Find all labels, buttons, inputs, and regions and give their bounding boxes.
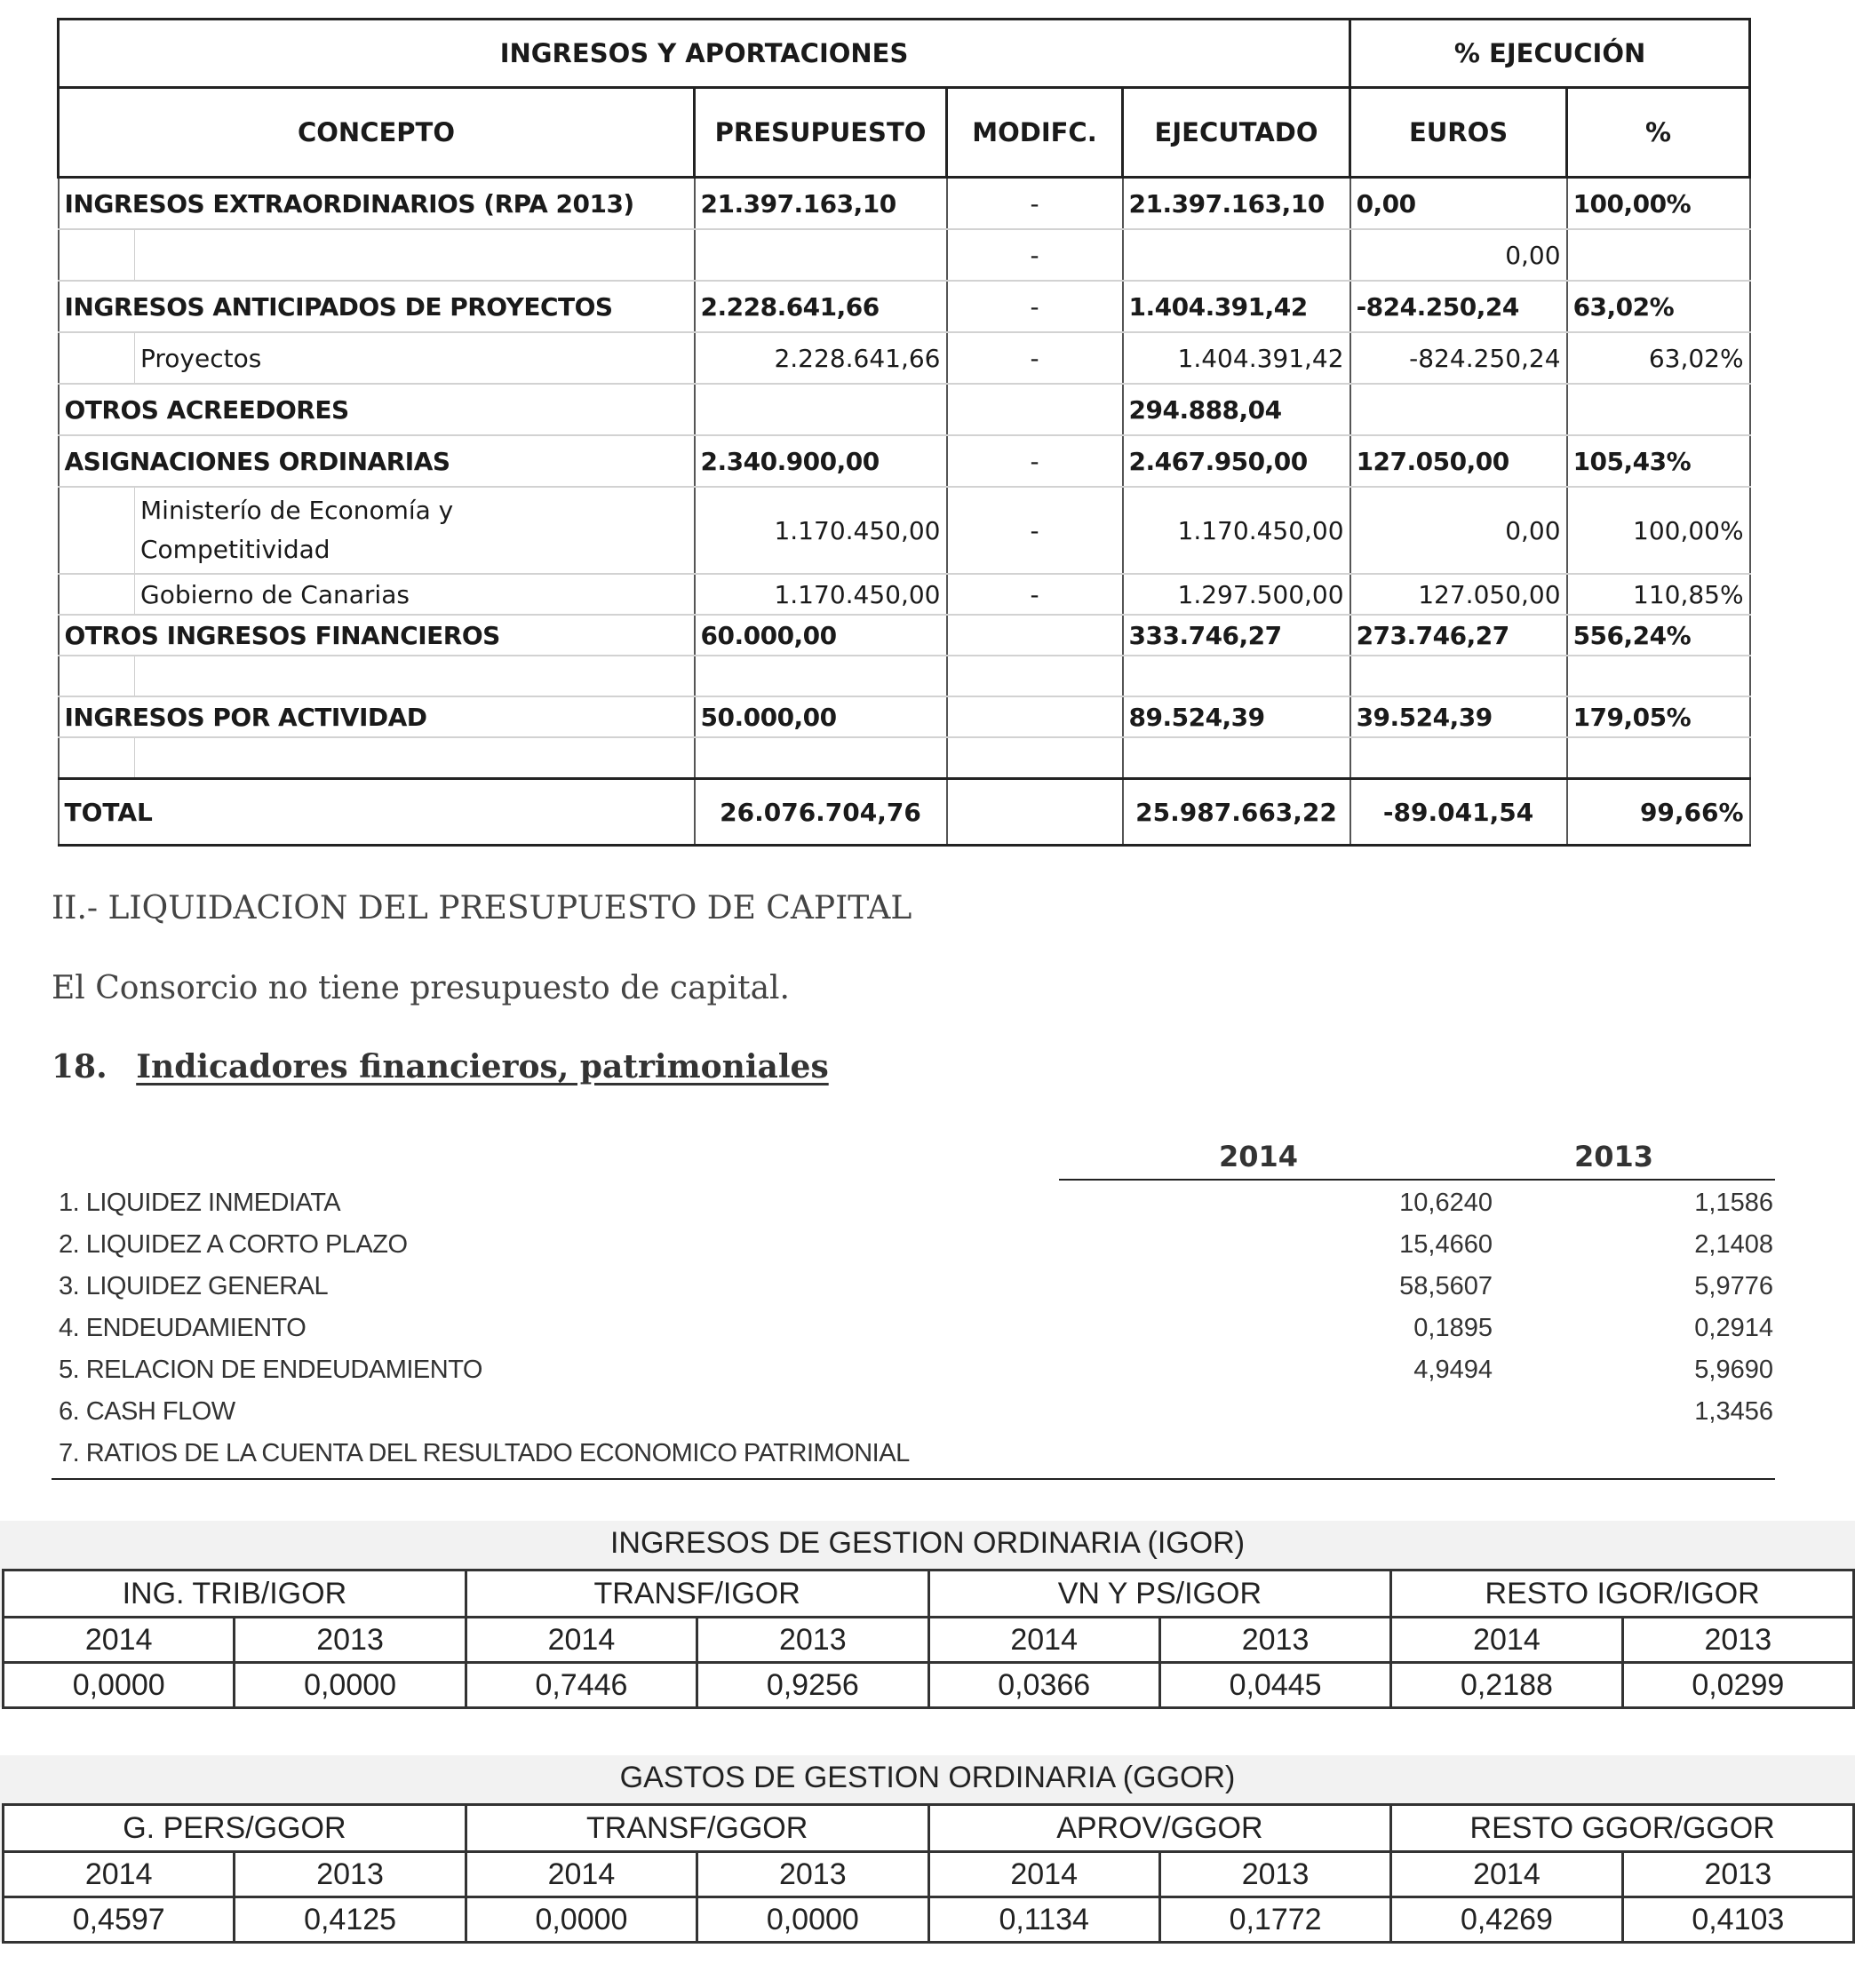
- indicator-label: 4. ENDEUDAMIENTO: [59, 1314, 307, 1342]
- ratio-value: 0,0000: [235, 1663, 466, 1708]
- cell-euros: -824.250,24: [1350, 281, 1567, 332]
- cell-ejecutado: 2.467.950,00: [1123, 435, 1350, 487]
- table-row: [59, 178, 1750, 230]
- column-header-pct: %: [1567, 88, 1750, 178]
- cell-pct: 100,00%: [1567, 178, 1750, 230]
- indicator-row: [59, 1225, 1773, 1267]
- ratio-value: 0,1134: [928, 1897, 1159, 1943]
- cell-empty: [695, 656, 947, 696]
- ratio-group-header: G. PERS/GGOR: [4, 1805, 466, 1852]
- cell-empty: [135, 656, 695, 696]
- table-row-empty: [59, 656, 1750, 696]
- cell-ejecutado: 1.404.391,42: [1123, 281, 1350, 332]
- ratio-value: 0,4597: [4, 1897, 235, 1943]
- cell-concepto: OTROS ACREEDORES: [59, 384, 695, 435]
- igor-ratio-table: [2, 1569, 1855, 1709]
- cell-euros: 0,00: [1350, 178, 1567, 230]
- ratio-value: 0,4125: [235, 1897, 466, 1943]
- budget-execution-table: [57, 18, 1751, 847]
- section-title: Indicadores financieros, patrimoniales: [136, 1048, 829, 1085]
- cell-empty: [695, 737, 947, 779]
- cell-empty: [135, 737, 695, 779]
- cell-euros: 0,00: [1350, 487, 1567, 574]
- indicator-row: [59, 1183, 1773, 1225]
- ratio-value: 0,9256: [697, 1663, 928, 1708]
- cell-euros: 39.524,39: [1350, 696, 1567, 737]
- ratio-year: 2014: [1391, 1618, 1622, 1663]
- cell-presupuesto: 60.000,00: [695, 615, 947, 656]
- ratio-group-header: RESTO IGOR/IGOR: [1391, 1571, 1854, 1618]
- table-row: [59, 615, 1750, 656]
- indicator-value-2014: 4,9494: [1413, 1356, 1493, 1384]
- cell-concepto: INGRESOS ANTICIPADOS DE PROYECTOS: [59, 281, 695, 332]
- cell-concepto: ASIGNACIONES ORDINARIAS: [59, 435, 695, 487]
- cell-pct: 179,05%: [1567, 696, 1750, 737]
- cell-indent: [59, 574, 135, 615]
- cell-concepto: Gobierno de Canarias: [135, 574, 695, 615]
- cell-empty: [1567, 737, 1750, 779]
- ratio-group-header: TRANSF/GGOR: [466, 1805, 928, 1852]
- ratio-value: 0,1772: [1159, 1897, 1390, 1943]
- cell-concepto: [135, 487, 695, 574]
- ggor-ratio-table: [2, 1803, 1855, 1944]
- cell-modif: [947, 384, 1123, 435]
- igor-title: INGRESOS DE GESTION ORDINARIA (IGOR): [609, 1526, 1246, 1560]
- cell-presupuesto: 21.397.163,10: [695, 178, 947, 230]
- cell-modif: [947, 779, 1123, 846]
- ratio-value: 0,0000: [4, 1663, 235, 1708]
- cell-modif: [947, 696, 1123, 737]
- cell-modif: -: [947, 332, 1123, 384]
- cell-concepto: INGRESOS EXTRAORDINARIOS (RPA 2013): [59, 178, 695, 230]
- ratio-group-header: VN Y PS/IGOR: [928, 1571, 1391, 1618]
- ratio-year: 2014: [928, 1852, 1159, 1897]
- cell-concepto: TOTAL: [59, 779, 695, 846]
- cell-pct: 63,02%: [1567, 281, 1750, 332]
- cell-modif: [947, 615, 1123, 656]
- cell-ejecutado: 21.397.163,10: [1123, 178, 1350, 230]
- ratio-value: 0,0000: [697, 1897, 928, 1943]
- indicator-row: [59, 1392, 1773, 1434]
- cell-empty: [1123, 737, 1350, 779]
- cell-ejecutado: 25.987.663,22: [1123, 779, 1350, 846]
- indicator-year-2014: 2014: [1219, 1140, 1299, 1173]
- indicator-year-2013: 2013: [1574, 1140, 1654, 1173]
- cell-pct: 110,85%: [1567, 574, 1750, 615]
- table-row: [59, 281, 1750, 332]
- ratio-year: 2014: [1391, 1852, 1622, 1897]
- ratio-value: 0,4103: [1622, 1897, 1853, 1943]
- cell-empty: [1123, 656, 1350, 696]
- cell-concepto: INGRESOS POR ACTIVIDAD: [59, 696, 695, 737]
- cell-concepto-line1: Ministerío de Economía y: [140, 496, 454, 525]
- cell-ejecutado: [1123, 229, 1350, 281]
- column-header-euros: EUROS: [1350, 88, 1567, 178]
- cell-concepto-line2: Competitividad: [140, 535, 330, 564]
- indicator-value-2013: 2,1408: [1694, 1230, 1773, 1259]
- column-header-concepto: CONCEPTO: [59, 88, 695, 178]
- ratio-value-row: [4, 1663, 1854, 1708]
- indicator-value-2013: 0,2914: [1694, 1314, 1773, 1342]
- ratio-year: 2013: [697, 1618, 928, 1663]
- indicator-label: 7. RATIOS DE LA CUENTA DEL RESULTADO ECONOMICO PATRIMONIAL: [59, 1439, 910, 1467]
- indicator-row: [59, 1434, 1773, 1475]
- indicator-value-2014: 58,5607: [1399, 1272, 1493, 1300]
- cell-euros: [1350, 384, 1567, 435]
- ratio-year: 2013: [1622, 1618, 1853, 1663]
- indicator-value-2013: 1,3456: [1694, 1397, 1773, 1426]
- ratio-year: 2013: [1622, 1852, 1853, 1897]
- table-row: [59, 574, 1750, 615]
- cell-modif: -: [947, 178, 1123, 230]
- cell-presupuesto: 1.170.450,00: [695, 574, 947, 615]
- group-header-ingresos: INGRESOS Y APORTACIONES: [59, 20, 1350, 88]
- cell-concepto: [135, 229, 695, 281]
- section-paragraph: El Consorcio no tiene presupuesto de capital.: [52, 970, 790, 1006]
- cell-ejecutado: 89.524,39: [1123, 696, 1350, 737]
- table-column-header-row: [59, 88, 1750, 178]
- cell-ejecutado: 1.297.500,00: [1123, 574, 1350, 615]
- ratio-year: 2014: [466, 1852, 697, 1897]
- section-18-heading: [52, 1048, 829, 1085]
- cell-pct: [1567, 229, 1750, 281]
- cell-pct: 556,24%: [1567, 615, 1750, 656]
- cell-modif: -: [947, 487, 1123, 574]
- ratio-year: 2013: [697, 1852, 928, 1897]
- cell-euros: 127.050,00: [1350, 435, 1567, 487]
- cell-presupuesto: [695, 384, 947, 435]
- table-row: [59, 487, 1750, 574]
- cell-pct: 105,43%: [1567, 435, 1750, 487]
- indicator-row: [59, 1267, 1773, 1308]
- table-row: [59, 332, 1750, 384]
- cell-presupuesto: 26.076.704,76: [695, 779, 947, 846]
- ratio-group-header: TRANSF/IGOR: [466, 1571, 928, 1618]
- indicator-label: 3. LIQUIDEZ GENERAL: [59, 1272, 329, 1300]
- cell-presupuesto: 2.228.641,66: [695, 281, 947, 332]
- indicator-row: [59, 1308, 1773, 1350]
- cell-euros: 273.746,27: [1350, 615, 1567, 656]
- cell-modif: -: [947, 574, 1123, 615]
- table-group-header-row: [59, 20, 1750, 88]
- ratio-group-header: APROV/GGOR: [928, 1805, 1391, 1852]
- indicator-label: 6. CASH FLOW: [59, 1397, 235, 1426]
- ratio-year: 2014: [4, 1852, 235, 1897]
- cell-empty: [1350, 737, 1567, 779]
- divider: [1059, 1179, 1775, 1181]
- ratio-year: 2013: [235, 1618, 466, 1663]
- indicator-value-2014: 10,6240: [1399, 1189, 1493, 1217]
- cell-concepto: OTROS INGRESOS FINANCIEROS: [59, 615, 695, 656]
- ratio-group-row: [4, 1571, 1854, 1618]
- cell-presupuesto: 2.228.641,66: [695, 332, 947, 384]
- cell-modif: -: [947, 435, 1123, 487]
- ratio-group-header: ING. TRIB/IGOR: [4, 1571, 466, 1618]
- cell-concepto: Proyectos: [135, 332, 695, 384]
- cell-pct: 100,00%: [1567, 487, 1750, 574]
- cell-indent: [59, 332, 135, 384]
- ratio-value: 0,2188: [1391, 1663, 1622, 1708]
- column-header-ejecutado: EJECUTADO: [1123, 88, 1350, 178]
- table-row: [59, 384, 1750, 435]
- ratio-year-row: [4, 1852, 1854, 1897]
- section-number: 18.: [52, 1048, 107, 1085]
- ratio-year: 2013: [1159, 1852, 1390, 1897]
- indicator-label: 1. LIQUIDEZ INMEDIATA: [59, 1189, 341, 1217]
- cell-ejecutado: 294.888,04: [1123, 384, 1350, 435]
- cell-euros: 0,00: [1350, 229, 1567, 281]
- column-header-presupuesto: PRESUPUESTO: [695, 88, 947, 178]
- table-row: [59, 229, 1750, 281]
- cell-pct: 99,66%: [1567, 779, 1750, 846]
- ratio-value: 0,4269: [1391, 1897, 1622, 1943]
- ratio-value-row: [4, 1897, 1854, 1943]
- indicator-label: 5. RELACION DE ENDEUDAMIENTO: [59, 1356, 482, 1384]
- cell-ejecutado: 333.746,27: [1123, 615, 1350, 656]
- cell-modif: -: [947, 229, 1123, 281]
- ratio-group-header: RESTO GGOR/GGOR: [1391, 1805, 1854, 1852]
- ratio-year: 2014: [466, 1618, 697, 1663]
- cell-indent: [59, 656, 135, 696]
- cell-empty: [1350, 656, 1567, 696]
- indicator-value-2014: 0,1895: [1413, 1314, 1493, 1342]
- indicator-row: [59, 1350, 1773, 1392]
- ratio-value: 0,0366: [928, 1663, 1159, 1708]
- cell-presupuesto: [695, 229, 947, 281]
- ratio-value: 0,7446: [466, 1663, 697, 1708]
- ratio-year-row: [4, 1618, 1854, 1663]
- cell-indent: [59, 737, 135, 779]
- cell-modif: -: [947, 281, 1123, 332]
- table-row: [59, 696, 1750, 737]
- ratio-year: 2013: [1159, 1618, 1390, 1663]
- section-heading: II.- LIQUIDACION DEL PRESUPUESTO DE CAPITAL: [52, 890, 912, 926]
- cell-ejecutado: 1.404.391,42: [1123, 332, 1350, 384]
- indicator-label: 2. LIQUIDEZ A CORTO PLAZO: [59, 1230, 408, 1259]
- cell-pct: [1567, 384, 1750, 435]
- indicator-value-2013: 5,9690: [1694, 1356, 1773, 1384]
- cell-empty: [947, 737, 1123, 779]
- ratio-value: 0,0445: [1159, 1663, 1390, 1708]
- cell-pct: 63,02%: [1567, 332, 1750, 384]
- cell-euros: -824.250,24: [1350, 332, 1567, 384]
- cell-empty: [1567, 656, 1750, 696]
- cell-ejecutado: 1.170.450,00: [1123, 487, 1350, 574]
- ratio-year: 2014: [4, 1618, 235, 1663]
- cell-presupuesto: 50.000,00: [695, 696, 947, 737]
- ratio-group-row: [4, 1805, 1854, 1852]
- indicator-value-2014: 15,4660: [1399, 1230, 1493, 1259]
- indicator-value-2013: 1,1586: [1694, 1189, 1773, 1217]
- cell-presupuesto: 1.170.450,00: [695, 487, 947, 574]
- table-row: [59, 435, 1750, 487]
- cell-indent: [59, 487, 135, 574]
- cell-empty: [947, 656, 1123, 696]
- group-header-ejecucion: % EJECUCIÓN: [1350, 20, 1750, 88]
- ratio-year: 2013: [235, 1852, 466, 1897]
- cell-euros: 127.050,00: [1350, 574, 1567, 615]
- ratio-year: 2014: [928, 1618, 1159, 1663]
- column-header-modif: MODIFC.: [947, 88, 1123, 178]
- cell-presupuesto: 2.340.900,00: [695, 435, 947, 487]
- ggor-title: GASTOS DE GESTION ORDINARIA (GGOR): [619, 1761, 1236, 1794]
- table-row-empty: [59, 737, 1750, 779]
- table-row-total: [59, 779, 1750, 846]
- ratio-value: 0,0000: [466, 1897, 697, 1943]
- divider: [52, 1478, 1775, 1480]
- indicator-value-2013: 5,9776: [1694, 1272, 1773, 1300]
- cell-euros: -89.041,54: [1350, 779, 1567, 846]
- cell-indent: [59, 229, 135, 281]
- ratio-value: 0,0299: [1622, 1663, 1853, 1708]
